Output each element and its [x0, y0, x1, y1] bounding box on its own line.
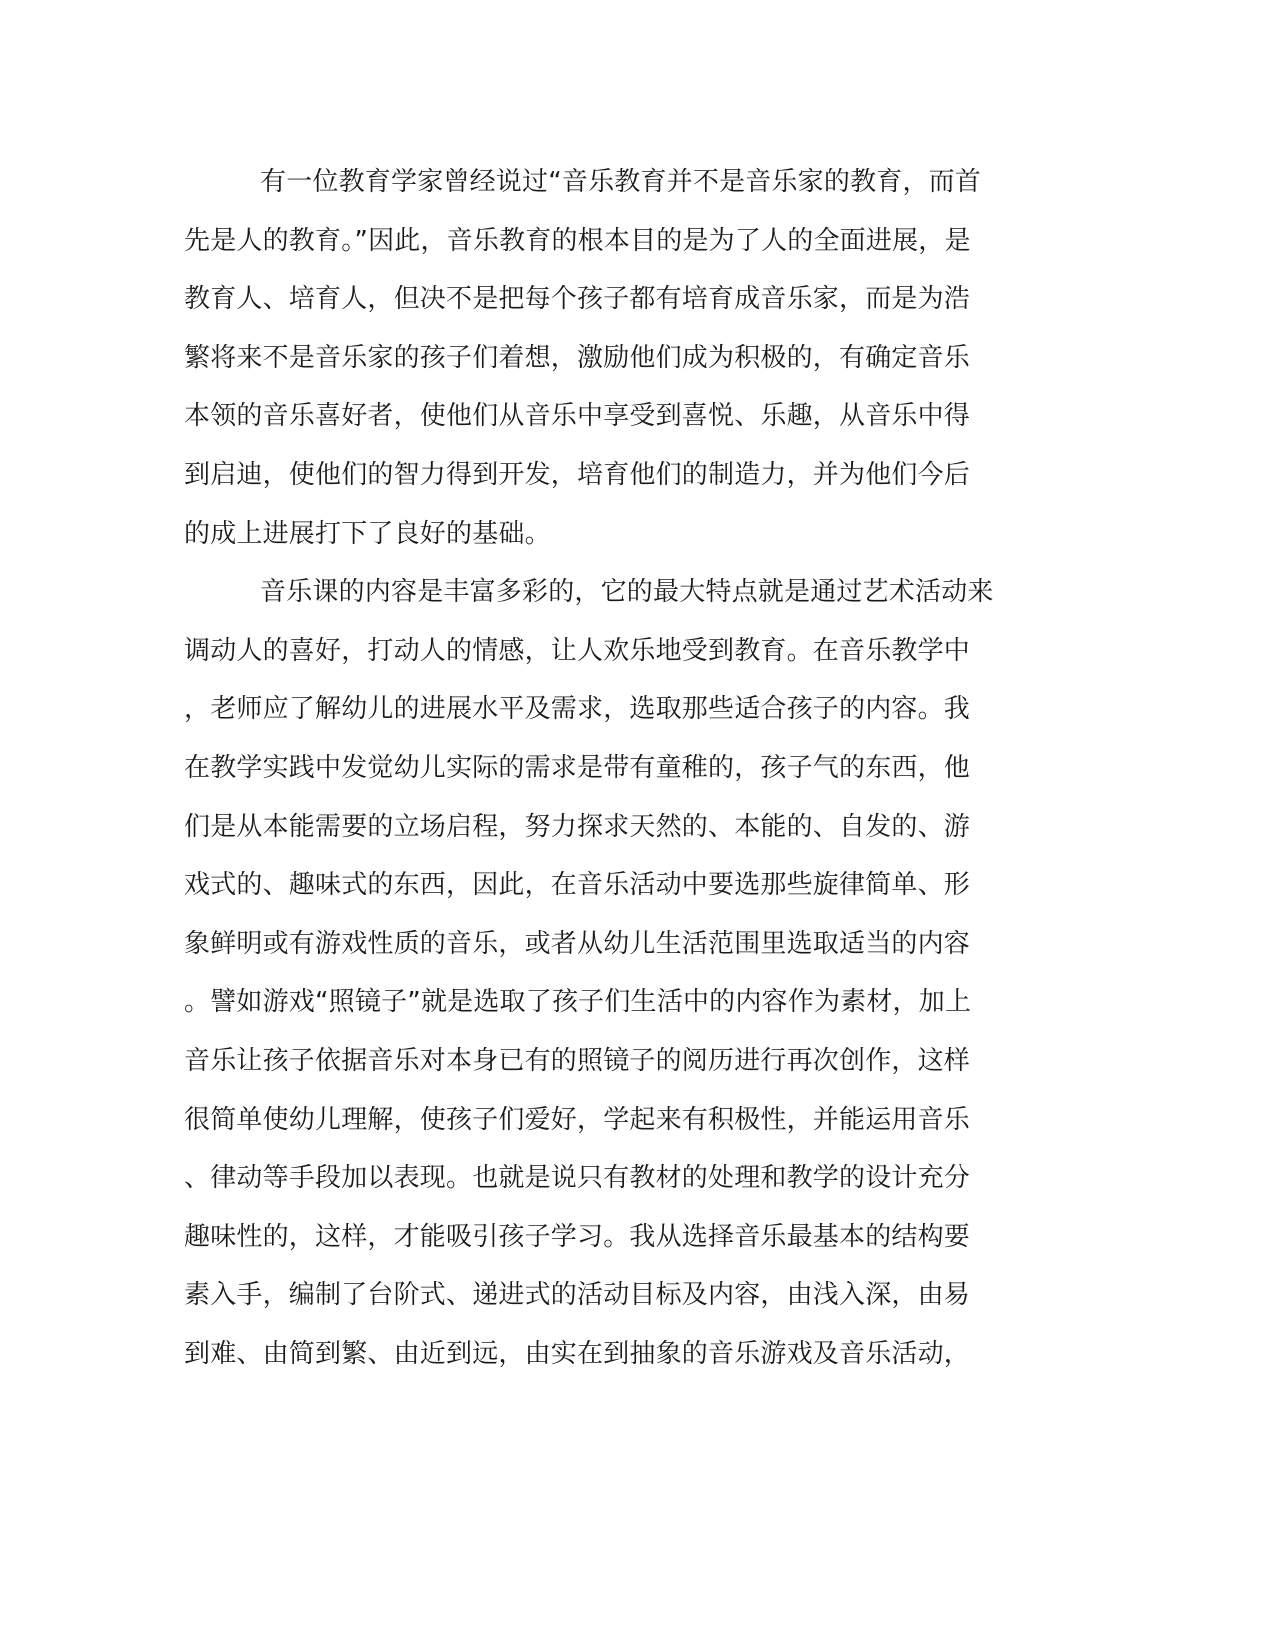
paragraph-1-line-2: 先是人的教育。”因此，音乐教育的根本目的是为了人的全面进展，是 [184, 225, 971, 256]
paragraph-1-line-7: 的成上进展打下了良好的基础。 [184, 518, 551, 549]
paragraph-2-line-5: 们是从本能需要的立场启程，努力探求天然的、本能的、自发的、游 [184, 811, 971, 842]
paragraph-2-line-11: 、律动等手段加以表现。也就是说只有教材的处理和教学的设计充分 [184, 1163, 971, 1194]
paragraph-2-line-13: 素入手，编制了台阶式、递进式的活动目标及内容，由浅入深，由易 [184, 1280, 971, 1311]
paragraph-2-line-14: 到难、由简到繁、由近到远，由实在到抽象的音乐游戏及音乐活动， [184, 1338, 971, 1369]
paragraph-2-line-2: 调动人的喜好，打动人的情感，让人欢乐地受到教育。在音乐教学中 [184, 635, 971, 666]
paragraph-1-line-6: 到启迪，使他们的智力得到开发，培育他们的制造力，并为他们今后 [184, 459, 971, 490]
paragraph-2-line-1: 音乐课的内容是丰富多彩的，它的最大特点就是通过艺术活动来 [260, 577, 994, 608]
paragraph-1-line-1: 有一位教育学家曾经说过“音乐教育并不是音乐家的教育，而首 [260, 167, 982, 197]
paragraph-2-line-7: 象鲜明或有游戏性质的音乐，或者从幼儿生活范围里选取适当的内容 [184, 928, 971, 959]
document-body [184, 153, 1064, 1383]
paragraph-2-line-8: 。譬如游戏“照镜子”就是选取了孩子们生活中的内容作为素材，加上 [184, 987, 972, 1018]
paragraph-2-line-12: 趣味性的，这样，才能吸引孩子学习。我从选择音乐最基本的结构要 [184, 1221, 971, 1252]
paragraph-1-line-4: 繁将来不是音乐家的孩子们着想，激励他们成为积极的，有确定音乐 [184, 342, 971, 373]
paragraph-2-line-3: ，老师应了解幼儿的进展水平及需求，选取那些适合孩子的内容。我 [184, 694, 971, 725]
paragraph-2-line-6: 戏式的、趣味式的东西，因此，在音乐活动中要选那些旋律简单、形 [184, 870, 971, 901]
paragraph-2-line-10: 很简单使幼儿理解，使孩子们爱好，学起来有积极性，并能运用音乐 [184, 1104, 971, 1135]
paragraph-1-line-5: 本领的音乐喜好者，使他们从音乐中享受到喜悦、乐趣，从音乐中得 [184, 401, 971, 432]
paragraph-1-line-3: 教育人、培育人，但决不是把每个孩子都有培育成音乐家，而是为浩 [184, 284, 971, 315]
paragraph-2-line-9: 音乐让孩子依据音乐对本身已有的照镜子的阅历进行再次创作，这样 [184, 1045, 971, 1076]
paragraph-2-line-4: 在教学实践中发觉幼儿实际的需求是带有童稚的，孩子气的东西，他 [184, 752, 971, 783]
